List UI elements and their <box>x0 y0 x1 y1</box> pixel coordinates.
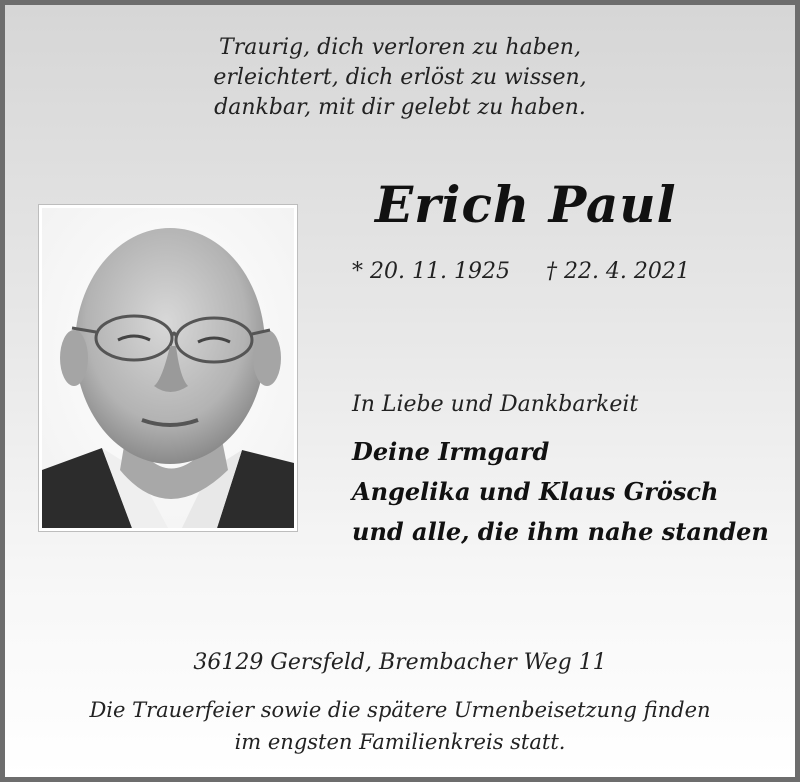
life-dates <box>352 259 690 284</box>
address: 36129 Gersfeld, Brembacher Weg 11 <box>193 650 607 675</box>
death-date: † 22. 4. 2021 <box>545 259 690 284</box>
deceased-name: Erich Paul <box>375 175 677 234</box>
dedication: In Liebe und Dankbarkeit <box>352 392 639 417</box>
mourner-line: und alle, die ihm nahe standen <box>352 517 769 546</box>
mourner-line: Angelika und Klaus Grösch <box>352 477 719 506</box>
poem <box>5 33 795 123</box>
notice-line: Die Trauerfeier sowie die spätere Urnenbeisetzung finden <box>89 698 711 722</box>
birth-date: * 20. 11. 1925 <box>352 259 510 284</box>
portrait-photo <box>39 205 297 531</box>
funeral-notice <box>5 694 795 758</box>
mourner-line: Deine Irmgard <box>352 437 550 466</box>
poem-line: dankbar, mit dir gelebt zu haben. <box>214 95 586 120</box>
portrait-image <box>42 208 294 528</box>
poem-line: erleichtert, dich erlöst zu wissen, <box>213 65 587 90</box>
poem-line: Traurig, dich verloren zu haben, <box>219 35 581 60</box>
notice-line: im engsten Familienkreis statt. <box>234 730 566 754</box>
